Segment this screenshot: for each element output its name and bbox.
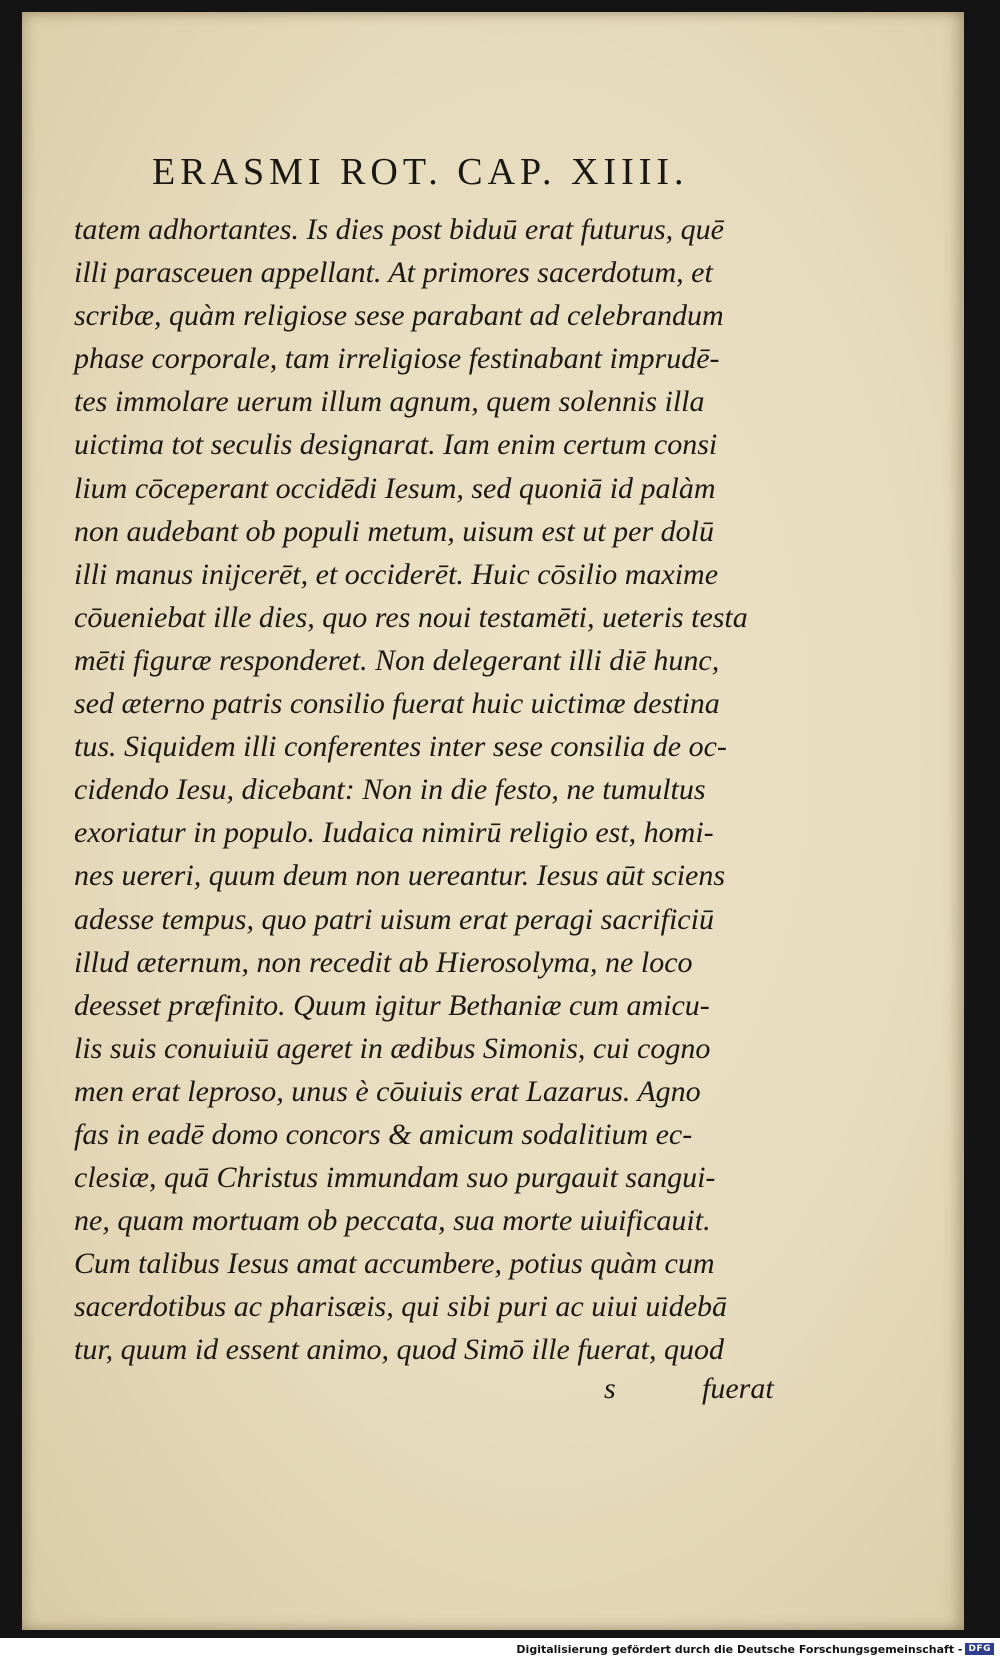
text-line: men erat leproso, unus è cōuiuis erat Lazarus. Agno	[74, 1074, 701, 1108]
text-line: nes uereri, quum deum non uereantur. Iesus aūt sciens	[74, 859, 726, 893]
credit-text: Digitalisierung gefördert durch die Deutsche Forschungsgemeinschaft -	[516, 1642, 963, 1656]
text-line: tatem adhortantes. Is dies post biduū erat futurus, quē	[74, 213, 724, 246]
text-line: non audebant ob populi metum, uisum est ut per dolū	[74, 514, 714, 548]
text-line: Cum talibus Iesus amat accumbere, potius quàm cum	[74, 1247, 715, 1281]
text-line: lis suis conuiuiū ageret in ædibus Simonis, cui cogno	[74, 1031, 711, 1065]
dfg-logo: DFG	[965, 1643, 994, 1655]
text-line: scribæ, quàm religiose sese parabant ad celebrandum	[74, 299, 724, 333]
text-line: clesiæ, quā Christus immundam suo purgauit sangui-	[74, 1161, 716, 1195]
text-line: lium cōceperant occidēdi Iesum, sed quoniā id palàm	[74, 471, 716, 505]
book-page	[22, 12, 964, 1630]
text-line: tur, quum id essent animo, quod Simō ille fuerat, quod	[74, 1333, 724, 1367]
text-line: illi manus inijcerēt, et occiderēt. Huic cōsilio maxime	[74, 557, 719, 591]
text-line: sacerdotibus ac pharisæis, qui sibi puri ac uiui uidebā	[74, 1290, 728, 1324]
text-line: adesse tempus, quo patri uisum erat peragi sacrificiū	[74, 902, 714, 936]
body-text	[74, 208, 804, 1372]
text-line: fas in eadē domo concors & amicum sodalitium ec-	[74, 1117, 693, 1151]
page-footer	[74, 1372, 804, 1416]
text-line: illi parasceuen appellant. At primores sacerdotum, et	[74, 256, 713, 290]
text-line: phase corporale, tam irreligiose festinabant imprudē-	[74, 342, 720, 376]
text-line: exoriatur in populo. Iudaica nimirū religio est, homi-	[74, 816, 714, 850]
running-head: ERASMI ROT. CAP. XIIII.	[152, 151, 689, 193]
text-line: cidendo Iesu, dicebant: Non in die festo, ne tumultus	[74, 773, 706, 807]
text-line: cōueniebat ille dies, quo res noui testamēti, ueteris testa	[74, 600, 748, 634]
text-line: deesset præfinito. Quum igitur Bethaniæ cum amicu-	[74, 988, 710, 1022]
digitization-credit	[516, 1641, 994, 1657]
text-line: illud æternum, non recedit ab Hierosolyma, ne loco	[74, 945, 693, 979]
catchword: fuerat	[702, 1372, 774, 1405]
text-line: sed æterno patris consilio fuerat huic uictimæ destina	[74, 687, 720, 721]
signature-mark: s	[604, 1372, 616, 1405]
text-line: tes immolare uerum illum agnum, quem solennis illa	[74, 385, 705, 419]
text-line: tus. Siquidem illi conferentes inter sese consilia de oc-	[74, 730, 727, 764]
text-line: ne, quam mortuam ob peccata, sua morte uiuificauit.	[74, 1204, 711, 1238]
text-line: mēti figuræ responderet. Non delegerant illi diē hunc,	[74, 643, 720, 677]
text-line: uictima tot seculis designarat. Iam enim certum consi	[74, 428, 718, 462]
